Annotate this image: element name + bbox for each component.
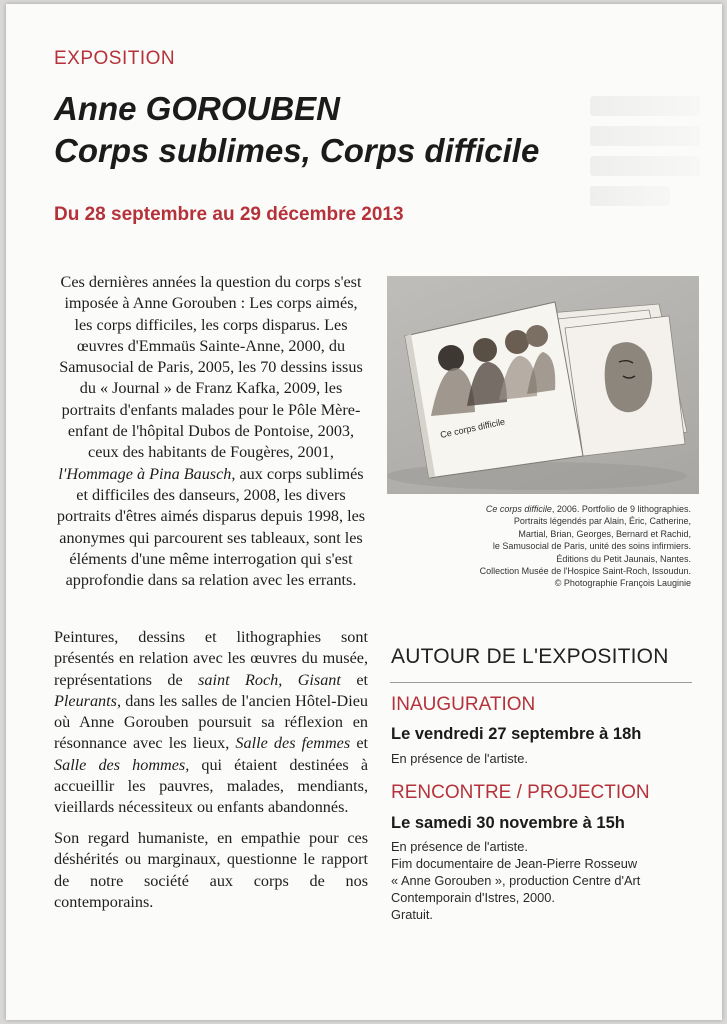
- caption-line-3: Martial, Brian, Georges, Bernard et Rachid,: [518, 528, 691, 539]
- autour-heading: AUTOUR DE L'EXPOSITION: [391, 645, 669, 668]
- portfolio-illustration: [387, 276, 699, 494]
- works-text-e: qui étaient destinées à accueillir les pauvres, malades, mendiants, vieillards nécessiteux ou enfants abandonnés.: [54, 755, 369, 817]
- intro-paragraph: [54, 272, 368, 591]
- rencontre-line-3: « Anne Gorouben », production Centre d'Art: [391, 873, 641, 888]
- caption-line-4: le Samusocial de Paris, unité des soins infirmiers.: [492, 541, 691, 552]
- works-text-c: dans les salles de l'ancien Hôtel-Dieu où Anne Gorouben poursuit sa réflexion en résonnance avec les lieux,: [54, 691, 369, 753]
- inauguration-date: Le vendredi 27 septembre à 18h: [391, 725, 642, 743]
- rencontre-label: RENCONTRE / PROJECTION: [391, 782, 650, 803]
- book-cover-label: Ce corps difficile: [439, 416, 506, 440]
- caption-line-7: © Photographie François Lauginie: [554, 578, 691, 589]
- section-kicker: EXPOSITION: [54, 48, 176, 69]
- inauguration-label: INAUGURATION: [391, 694, 536, 715]
- intro-text: Ces dernières années la question du corps s'est imposée à Anne Gorouben : Les corps aimés, les corps difficiles, les corps disparus. Les œuvres d'Emmaüs Sainte-Anne, 2000, du Samusocial de Paris, 2005, les 70 dessins issus du « Journal » de Franz Kafka, 2009, les portraits d'enfants malades pour le Pôle Mère-enfant de l'hôpital Dubos de Pontoise, 2003, ceux des habitants de Fougères, 2001,: [59, 273, 363, 462]
- works-text-b: et: [356, 670, 369, 689]
- heading-divider: [390, 682, 692, 683]
- caption-line-2: Portraits légendés par Alain, Éric, Catherine,: [513, 516, 691, 527]
- works-paragraph: [54, 627, 368, 819]
- caption-title: Ce corps difficile: [485, 504, 552, 514]
- rencontre-line-5: Gratuit.: [391, 907, 433, 922]
- intro-text-end: aux corps sublimés et difficiles des danseurs, 2008, les divers portraits d'êtres aimés disparus depuis 1998, les anonymes qui parcourent ses tableaux, sont les éléments d'une même interrogation qui s'est approfondie dans sa relation avec les errants.: [56, 464, 366, 590]
- closing-paragraph: Son regard humaniste, en empathie pour ces déshérités ou marginaux, questionne le rapport de notre société aux corps de nos contemporains.: [54, 829, 368, 911]
- caption-line-1: [387, 503, 691, 515]
- works-text-a: Peintures, dessins et lithographies sont présentés en relation avec les œuvres du musée, représentations de: [54, 628, 368, 689]
- rencontre-line-2: Fim documentaire de Jean-Pierre Rosseuw: [391, 856, 638, 871]
- rencontre-line-1: En présence de l'artiste.: [391, 839, 528, 854]
- caption-line-6: Collection Musée de l'Hospice Saint-Roch, Issoudun.: [479, 566, 691, 577]
- rencontre-details: [391, 838, 691, 923]
- exhibition-dates: Du 28 septembre au 29 décembre 2013: [54, 204, 404, 225]
- rencontre-line-4: Contemporain d'Istres, 2000.: [391, 890, 555, 905]
- artist-name: Anne GOROUBEN: [54, 90, 341, 127]
- portfolio-photo: [387, 276, 699, 494]
- caption-line-5: Éditions du Petit Jaunais, Nantes.: [556, 553, 691, 564]
- works-italic-2: Pleurants,: [54, 691, 121, 710]
- works-italic-3: Salle des femmes: [235, 734, 351, 753]
- intro-italic: l'Hommage à Pina Bausch,: [58, 464, 236, 483]
- works-text-d: et: [356, 734, 368, 753]
- exhibition-subtitle: Corps sublimes, Corps difficile: [54, 132, 540, 169]
- caption-line1-text: , 2006. Portfolio de 9 lithographies.: [551, 504, 691, 514]
- photo-caption: [387, 503, 691, 590]
- exhibition-title: [54, 88, 539, 172]
- bleed-through-text: [590, 96, 700, 216]
- inauguration-text: En présence de l'artiste.: [391, 751, 528, 766]
- rencontre-date: Le samedi 30 novembre à 15h: [391, 814, 625, 832]
- document-page: [6, 4, 722, 1020]
- works-italic-4: Salle des hommes,: [54, 755, 190, 774]
- works-italic-1: saint Roch, Gisant: [198, 670, 341, 689]
